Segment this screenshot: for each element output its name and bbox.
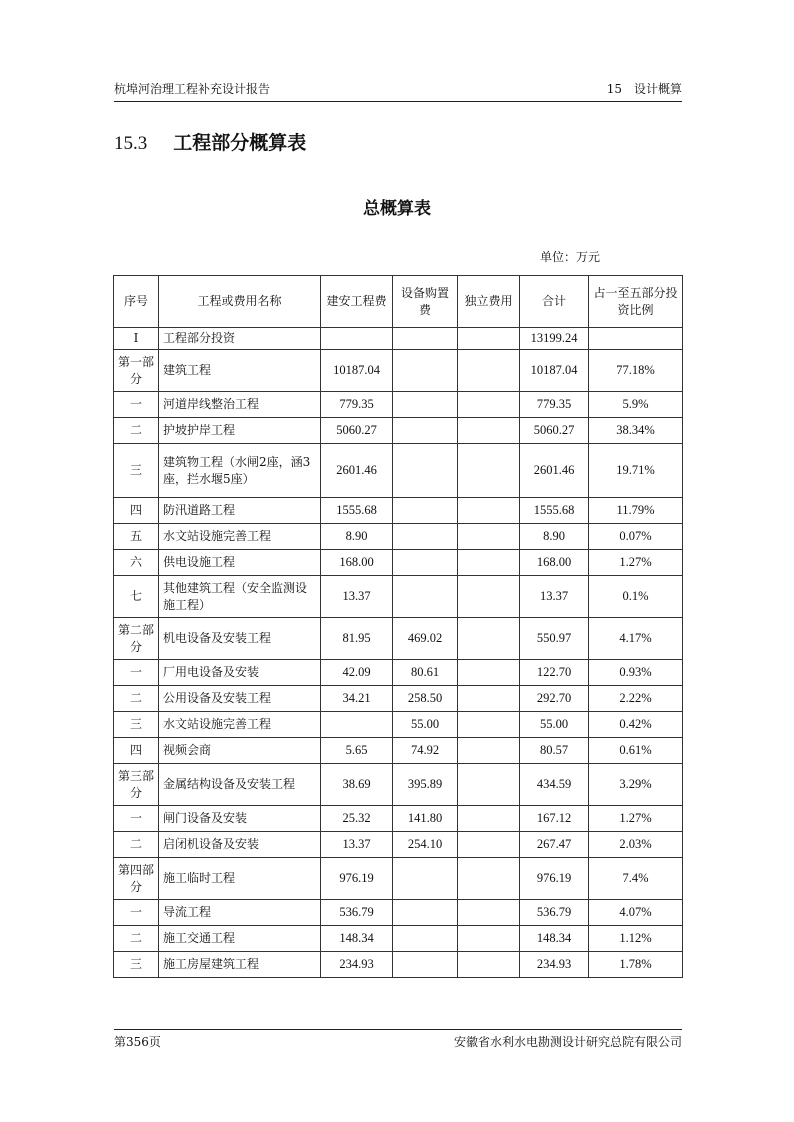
cell-equipment-cost — [393, 926, 458, 952]
cell-equipment-cost — [393, 350, 458, 392]
cell-independent-cost — [458, 660, 520, 686]
cell-name: 金属结构设备及安装工程 — [159, 764, 321, 806]
cell-ratio: 0.93% — [589, 660, 683, 686]
cell-equipment-cost: 395.89 — [393, 764, 458, 806]
cell-ratio: 0.07% — [589, 524, 683, 550]
cell-independent-cost — [458, 392, 520, 418]
cell-equipment-cost — [393, 952, 458, 978]
cell-independent-cost — [458, 764, 520, 806]
cell-equipment-cost — [393, 418, 458, 444]
table-row — [114, 392, 683, 418]
cell-equipment-cost — [393, 550, 458, 576]
cell-seq: 四 — [114, 498, 159, 524]
cell-independent-cost — [458, 498, 520, 524]
cell-independent-cost — [458, 738, 520, 764]
cell-name: 建筑工程 — [159, 350, 321, 392]
cell-equipment-cost: 469.02 — [393, 618, 458, 660]
table-row — [114, 660, 683, 686]
unit-label: 单位：万元 — [540, 250, 601, 264]
cell-equipment-cost — [393, 498, 458, 524]
cell-construction-cost: 536.79 — [321, 900, 393, 926]
cell-ratio: 2.22% — [589, 686, 683, 712]
col-header-construction: 建安工程费 — [321, 276, 393, 328]
cell-ratio: 1.78% — [589, 952, 683, 978]
cell-ratio: 4.17% — [589, 618, 683, 660]
table-title: 总概算表 — [363, 199, 431, 219]
cell-seq: 五 — [114, 524, 159, 550]
cell-total: 976.19 — [520, 858, 589, 900]
cell-construction-cost: 13.37 — [321, 576, 393, 618]
cell-equipment-cost: 258.50 — [393, 686, 458, 712]
cell-construction-cost: 42.09 — [321, 660, 393, 686]
cell-ratio: 77.18% — [589, 350, 683, 392]
table-row — [114, 328, 683, 350]
cell-construction-cost: 2601.46 — [321, 444, 393, 498]
cell-name: 其他建筑工程（安全监测设施工程） — [159, 576, 321, 618]
cell-ratio: 7.4% — [589, 858, 683, 900]
cell-equipment-cost: 141.80 — [393, 806, 458, 832]
table-row — [114, 418, 683, 444]
header-report-title: 杭埠河治理工程补充设计报告 — [114, 82, 271, 96]
table-row — [114, 350, 683, 392]
table-row — [114, 738, 683, 764]
cell-independent-cost — [458, 806, 520, 832]
cell-equipment-cost — [393, 900, 458, 926]
cell-equipment-cost: 254.10 — [393, 832, 458, 858]
cell-name: 水文站设施完善工程 — [159, 712, 321, 738]
cell-independent-cost — [458, 858, 520, 900]
table-header-row — [114, 276, 683, 328]
col-header-seq: 序号 — [114, 276, 159, 328]
cell-ratio: 38.34% — [589, 418, 683, 444]
footer-divider — [114, 1029, 682, 1030]
cell-seq: 第四部分 — [114, 858, 159, 900]
cell-total: 536.79 — [520, 900, 589, 926]
cell-independent-cost — [458, 524, 520, 550]
cell-construction-cost: 976.19 — [321, 858, 393, 900]
table-row — [114, 576, 683, 618]
cell-total: 80.57 — [520, 738, 589, 764]
table-row — [114, 712, 683, 738]
cell-construction-cost: 8.90 — [321, 524, 393, 550]
cell-independent-cost — [458, 926, 520, 952]
cell-seq: 二 — [114, 926, 159, 952]
table-row — [114, 952, 683, 978]
cell-construction-cost: 25.32 — [321, 806, 393, 832]
cell-seq: 三 — [114, 444, 159, 498]
cell-independent-cost — [458, 444, 520, 498]
cell-equipment-cost — [393, 858, 458, 900]
cell-seq: 第一部分 — [114, 350, 159, 392]
cell-construction-cost — [321, 328, 393, 350]
cell-construction-cost: 81.95 — [321, 618, 393, 660]
cell-ratio: 0.42% — [589, 712, 683, 738]
cell-total: 234.93 — [520, 952, 589, 978]
cell-equipment-cost: 80.61 — [393, 660, 458, 686]
cell-ratio: 3.29% — [589, 764, 683, 806]
cell-seq: 一 — [114, 900, 159, 926]
cell-equipment-cost: 55.00 — [393, 712, 458, 738]
cell-seq: 一 — [114, 660, 159, 686]
cell-ratio: 0.61% — [589, 738, 683, 764]
cell-name: 启闭机设备及安装 — [159, 832, 321, 858]
footer-organization: 安徽省水利水电勘测设计研究总院有限公司 — [453, 1035, 682, 1049]
cell-seq: 七 — [114, 576, 159, 618]
cell-name: 厂用电设备及安装 — [159, 660, 321, 686]
cell-ratio — [589, 328, 683, 350]
cell-independent-cost — [458, 712, 520, 738]
cell-seq: 二 — [114, 418, 159, 444]
cell-name: 供电设施工程 — [159, 550, 321, 576]
cell-equipment-cost — [393, 576, 458, 618]
cell-name: 河道岸线整治工程 — [159, 392, 321, 418]
col-header-ratio: 占一至五部分投资比例 — [589, 276, 683, 328]
col-header-equipment: 设备购置费 — [393, 276, 458, 328]
cell-independent-cost — [458, 952, 520, 978]
cell-seq: 一 — [114, 392, 159, 418]
page-header — [114, 80, 682, 102]
cell-ratio: 2.03% — [589, 832, 683, 858]
cell-equipment-cost — [393, 392, 458, 418]
cell-total: 55.00 — [520, 712, 589, 738]
cell-construction-cost: 779.35 — [321, 392, 393, 418]
header-chapter: 15 设计概算 — [606, 82, 682, 96]
cell-seq: 二 — [114, 686, 159, 712]
cell-construction-cost — [321, 712, 393, 738]
table-row — [114, 858, 683, 900]
cell-seq: 第二部分 — [114, 618, 159, 660]
cell-equipment-cost — [393, 328, 458, 350]
cell-seq: 四 — [114, 738, 159, 764]
cell-total: 8.90 — [520, 524, 589, 550]
cell-equipment-cost — [393, 444, 458, 498]
table-row — [114, 444, 683, 498]
table-row — [114, 832, 683, 858]
cell-construction-cost: 5.65 — [321, 738, 393, 764]
cell-independent-cost — [458, 900, 520, 926]
cell-construction-cost: 1555.68 — [321, 498, 393, 524]
cell-ratio: 1.27% — [589, 806, 683, 832]
section-title: 工程部分概算表 — [173, 132, 307, 154]
section-number: 15.3 — [114, 133, 148, 154]
cell-total: 13199.24 — [520, 328, 589, 350]
cell-seq: 二 — [114, 832, 159, 858]
col-header-independent: 独立费用 — [458, 276, 520, 328]
cell-independent-cost — [458, 832, 520, 858]
table-row — [114, 550, 683, 576]
cell-equipment-cost — [393, 524, 458, 550]
cell-ratio: 0.1% — [589, 576, 683, 618]
table-row — [114, 524, 683, 550]
cell-total: 1555.68 — [520, 498, 589, 524]
table-row — [114, 764, 683, 806]
cell-name: 闸门设备及安装 — [159, 806, 321, 832]
header-divider — [114, 101, 682, 102]
cell-equipment-cost: 74.92 — [393, 738, 458, 764]
cell-seq: 一 — [114, 806, 159, 832]
table-row — [114, 900, 683, 926]
cell-name: 施工房屋建筑工程 — [159, 952, 321, 978]
cell-total: 267.47 — [520, 832, 589, 858]
cell-name: 建筑物工程（水闸2座，涵3座，拦水堰5座） — [159, 444, 321, 498]
cell-total: 5060.27 — [520, 418, 589, 444]
table-row — [114, 686, 683, 712]
cell-construction-cost: 10187.04 — [321, 350, 393, 392]
cell-independent-cost — [458, 550, 520, 576]
section-heading — [114, 128, 306, 155]
cell-name: 机电设备及安装工程 — [159, 618, 321, 660]
cell-total: 2601.46 — [520, 444, 589, 498]
cell-construction-cost: 148.34 — [321, 926, 393, 952]
col-header-name: 工程或费用名称 — [159, 276, 321, 328]
cell-seq: 第三部分 — [114, 764, 159, 806]
cell-independent-cost — [458, 618, 520, 660]
cell-total: 10187.04 — [520, 350, 589, 392]
cell-independent-cost — [458, 686, 520, 712]
cell-name: 水文站设施完善工程 — [159, 524, 321, 550]
cell-name: 防汛道路工程 — [159, 498, 321, 524]
cell-ratio: 4.07% — [589, 900, 683, 926]
table-row — [114, 618, 683, 660]
cell-construction-cost: 13.37 — [321, 832, 393, 858]
cell-name: 施工临时工程 — [159, 858, 321, 900]
cell-total: 148.34 — [520, 926, 589, 952]
cell-name: 护坡护岸工程 — [159, 418, 321, 444]
cell-seq: 三 — [114, 712, 159, 738]
cell-construction-cost: 34.21 — [321, 686, 393, 712]
cell-seq: 三 — [114, 952, 159, 978]
table-row — [114, 498, 683, 524]
cell-construction-cost: 234.93 — [321, 952, 393, 978]
estimate-table — [113, 275, 683, 978]
cell-seq: I — [114, 328, 159, 350]
cell-construction-cost: 168.00 — [321, 550, 393, 576]
cell-name: 工程部分投资 — [159, 328, 321, 350]
cell-name: 视频会商 — [159, 738, 321, 764]
cell-independent-cost — [458, 350, 520, 392]
cell-total: 168.00 — [520, 550, 589, 576]
cell-construction-cost: 38.69 — [321, 764, 393, 806]
cell-independent-cost — [458, 328, 520, 350]
cell-total: 550.97 — [520, 618, 589, 660]
col-header-total: 合计 — [520, 276, 589, 328]
cell-name: 公用设备及安装工程 — [159, 686, 321, 712]
cell-independent-cost — [458, 418, 520, 444]
table-row — [114, 926, 683, 952]
cell-ratio: 1.27% — [589, 550, 683, 576]
cell-total: 779.35 — [520, 392, 589, 418]
cell-ratio: 5.9% — [589, 392, 683, 418]
cell-total: 292.70 — [520, 686, 589, 712]
cell-total: 167.12 — [520, 806, 589, 832]
cell-total: 434.59 — [520, 764, 589, 806]
cell-ratio: 1.12% — [589, 926, 683, 952]
cell-name: 施工交通工程 — [159, 926, 321, 952]
cell-total: 122.70 — [520, 660, 589, 686]
cell-construction-cost: 5060.27 — [321, 418, 393, 444]
cell-total: 13.37 — [520, 576, 589, 618]
cell-ratio: 19.71% — [589, 444, 683, 498]
cell-independent-cost — [458, 576, 520, 618]
cell-name: 导流工程 — [159, 900, 321, 926]
cell-seq: 六 — [114, 550, 159, 576]
page-number: 第356页 — [114, 1035, 161, 1049]
table-row — [114, 806, 683, 832]
cell-ratio: 11.79% — [589, 498, 683, 524]
